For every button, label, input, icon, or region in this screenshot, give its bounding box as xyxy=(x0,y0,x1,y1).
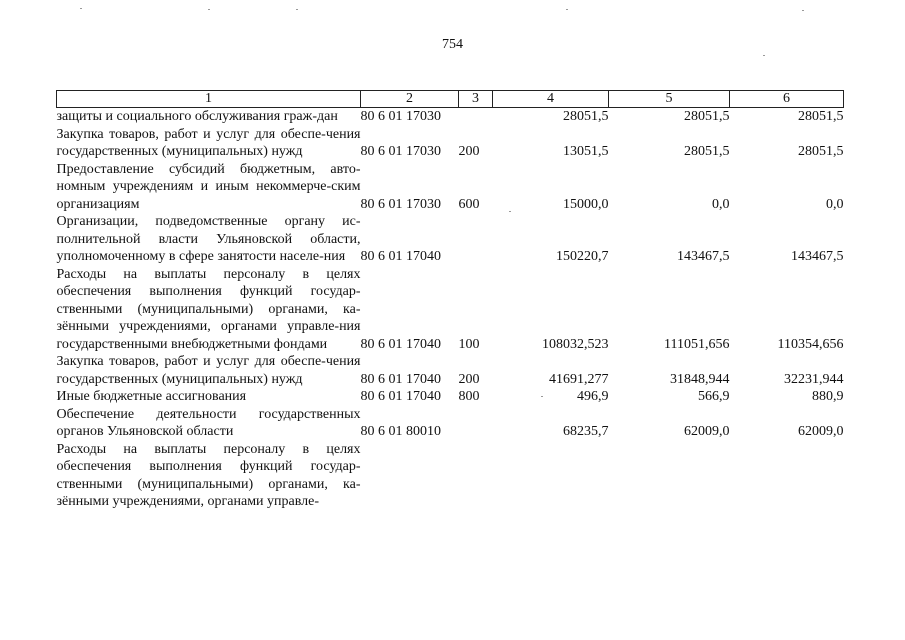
table-row xyxy=(57,161,844,214)
row-name: Расходы на выплаты персоналу в целях обеспечения выполнения функций государ-ственными (муниципальными) органами, ка-зёнными учреждениями, органами управле- xyxy=(56,441,361,509)
scan-speck xyxy=(296,9,298,10)
row-name: Предоставление субсидий бюджетным, авто-номным учреждениям и иным некоммерче-ским организациям xyxy=(56,161,361,212)
row-value-col6 xyxy=(730,441,844,511)
table-row xyxy=(57,213,844,266)
table-row xyxy=(57,108,844,126)
table-row xyxy=(57,126,844,161)
row-value-col4: 150220,7 xyxy=(556,249,609,264)
row-value-col4: 15000,0 xyxy=(563,196,609,212)
table-row xyxy=(57,388,844,406)
row-value-col4 xyxy=(493,441,609,511)
scan-speck xyxy=(541,396,543,397)
row-code: 80 6 01 17030 xyxy=(360,196,441,212)
row-value-col6: 32231,944 xyxy=(784,371,844,387)
row-code: 80 6 01 17040 xyxy=(360,371,441,387)
row-code: 80 6 01 17040 xyxy=(360,389,441,404)
row-name: Организации, подведомственные органу ис-полнительной власти Ульяновской области, уполномоченному в сфере занятости населе-ния xyxy=(56,214,361,264)
page-number: 754 xyxy=(442,37,463,52)
row-code xyxy=(361,441,459,511)
row-value-col5: 111051,656 xyxy=(664,336,730,352)
table-row xyxy=(57,266,844,354)
row-value-col6: 110354,656 xyxy=(777,336,844,352)
row-expense-type: 200 xyxy=(458,144,480,159)
scan-speck xyxy=(802,10,804,11)
table-row xyxy=(57,406,844,441)
column-header-2: 2 xyxy=(361,91,459,108)
row-value-col6: 28051,5 xyxy=(798,144,844,159)
scan-speck xyxy=(566,9,568,10)
scan-speck xyxy=(208,9,210,10)
scan-speck xyxy=(509,211,511,212)
row-value-col6: 143467,5 xyxy=(791,249,844,264)
row-code: 80 6 01 17040 xyxy=(360,249,441,264)
budget-table xyxy=(56,90,844,511)
scan-speck xyxy=(763,55,765,56)
row-expense-type xyxy=(459,213,493,266)
row-expense-type xyxy=(459,406,493,441)
row-expense-type: 800 xyxy=(458,389,480,404)
row-value-col4: 41691,277 xyxy=(549,371,609,387)
row-value-col5: 31848,944 xyxy=(670,371,730,387)
row-name: Расходы на выплаты персоналу в целях обеспечения выполнения функций государ-ственными (муниципальными) органами, ка-зёнными учреждениями, органами управле-ния государственными внебюджетными фондами xyxy=(56,266,361,352)
row-value-col6: 62009,0 xyxy=(798,424,844,439)
row-name: Закупка товаров, работ и услуг для обеспе-чения государственных (муниципальных) нужд xyxy=(56,354,361,387)
row-expense-type: 600 xyxy=(458,196,480,212)
row-value-col4: 108032,523 xyxy=(542,336,609,352)
scan-speck xyxy=(80,8,82,9)
table-header-row xyxy=(57,91,844,108)
column-header-5: 5 xyxy=(609,91,730,108)
row-name: Иные бюджетные ассигнования xyxy=(56,389,247,404)
table-row xyxy=(57,441,844,511)
row-name: защиты и социального обслуживания граж-дан xyxy=(56,109,338,124)
column-header-3: 3 xyxy=(459,91,493,108)
row-value-col4: 496,9 xyxy=(577,389,609,404)
row-value-col5 xyxy=(609,441,730,511)
row-value-col5: 143467,5 xyxy=(677,249,730,264)
row-name: Обеспечение деятельности государственных органов Ульяновской области xyxy=(56,406,361,439)
column-header-4: 4 xyxy=(493,91,609,108)
row-value-col4: 68235,7 xyxy=(563,424,609,439)
row-expense-type: 100 xyxy=(458,336,480,352)
row-value-col5: 62009,0 xyxy=(684,424,730,439)
table-row xyxy=(57,353,844,388)
column-header-6: 6 xyxy=(730,91,844,108)
row-value-col5: 28051,5 xyxy=(684,144,730,159)
row-expense-type xyxy=(459,441,493,511)
row-value-col5: 566,9 xyxy=(698,389,730,404)
row-code: 80 6 01 80010 xyxy=(360,424,441,439)
row-value-col4: 28051,5 xyxy=(563,109,609,124)
column-header-1: 1 xyxy=(57,91,361,108)
row-value-col6: 880,9 xyxy=(812,389,844,404)
row-code: 80 6 01 17040 xyxy=(360,336,441,352)
row-value-col4: 13051,5 xyxy=(563,144,609,159)
row-expense-type: 200 xyxy=(458,371,480,387)
row-code: 80 6 01 17030 xyxy=(360,144,441,159)
row-value-col5: 0,0 xyxy=(712,196,730,212)
row-code: 80 6 01 17030 xyxy=(360,109,441,124)
row-value-col6: 0,0 xyxy=(826,196,844,212)
row-value-col5: 28051,5 xyxy=(684,109,730,124)
row-name: Закупка товаров, работ и услуг для обеспе-чения государственных (муниципальных) нужд xyxy=(56,126,361,159)
row-value-col6: 28051,5 xyxy=(798,109,844,124)
row-expense-type xyxy=(459,108,493,126)
